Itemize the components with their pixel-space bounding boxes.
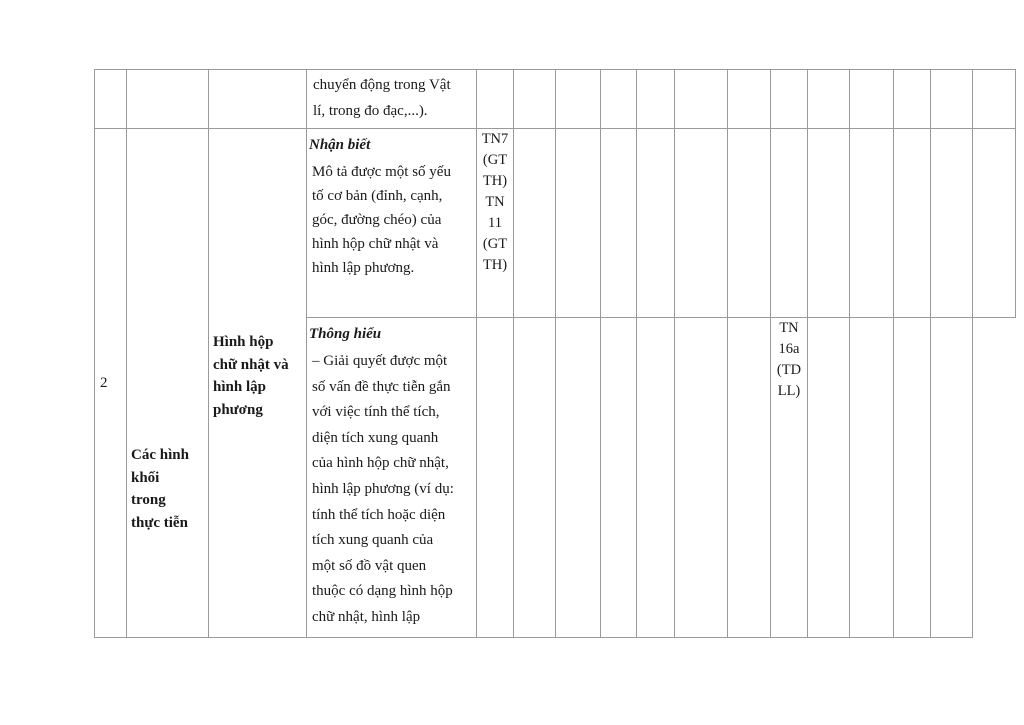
desc-line: diện tích xung quanh	[312, 429, 439, 446]
cell-empty	[931, 129, 973, 318]
cell-empty	[850, 129, 894, 318]
cell-empty	[514, 129, 556, 318]
cell-empty	[477, 318, 514, 638]
code-line: LL)	[777, 383, 801, 399]
section-number-cell	[95, 129, 127, 638]
cell-empty	[675, 318, 728, 638]
understand-requirement-cell	[307, 318, 477, 638]
code-line: 16a	[778, 341, 800, 357]
recognize-question-codes	[477, 129, 514, 318]
content-line: Hình hộp	[213, 334, 274, 350]
desc-line: Mô tả được một số yếu	[312, 164, 451, 180]
code-line: TH)	[482, 173, 508, 189]
cell-empty	[931, 70, 973, 129]
desc-line: tính thể tích hoặc diện	[312, 506, 446, 523]
desc-line: một số đồ vật quen	[312, 557, 427, 574]
cell-empty	[728, 70, 771, 129]
desc-line: góc, đường chéo) của	[312, 212, 442, 228]
cell-empty	[514, 70, 556, 129]
code-line: TN	[485, 194, 505, 210]
desc-line: với việc tính thể tích,	[312, 404, 440, 421]
continuation-description	[307, 70, 477, 129]
cell-empty	[209, 70, 307, 129]
topic-line: Các hình	[131, 447, 189, 463]
code-line: (TD	[776, 362, 802, 378]
cell-empty	[894, 70, 931, 129]
cell-empty	[850, 318, 894, 638]
cell-empty	[601, 70, 637, 129]
topic-cell	[127, 129, 209, 638]
code-line: (GT	[482, 152, 508, 168]
cell-empty	[637, 318, 675, 638]
desc-line: – Giải quyết được một	[312, 353, 448, 369]
code-line: TN	[779, 320, 799, 336]
cell-empty	[477, 70, 514, 129]
cell-empty	[95, 70, 127, 129]
question-code	[771, 318, 807, 402]
understand-heading: Thông hiểu	[309, 326, 382, 342]
code-line: TN7	[481, 131, 509, 147]
cell-empty	[931, 318, 973, 638]
desc-line: chuyển động trong Vật	[313, 77, 451, 93]
cell-empty	[728, 129, 771, 318]
desc-line: hình lập phương.	[312, 260, 415, 276]
cell-empty	[808, 70, 850, 129]
content-cell	[209, 129, 307, 638]
recognize-description	[307, 160, 476, 280]
desc-line: tố cơ bản (đỉnh, cạnh,	[312, 188, 443, 204]
cell-empty	[771, 129, 808, 318]
cell-empty	[973, 70, 1016, 129]
desc-line: hình lập phương (ví dụ:	[312, 480, 454, 497]
content-line: phương	[213, 401, 263, 418]
assessment-matrix-table	[94, 69, 1016, 638]
cell-empty	[771, 70, 808, 129]
desc-line: chữ nhật, hình lập	[312, 608, 421, 625]
recognize-row	[95, 129, 1016, 318]
cell-empty	[637, 70, 675, 129]
cell-empty	[973, 129, 1016, 318]
content-line: chữ nhật và	[213, 356, 289, 373]
continuation-row	[95, 70, 1016, 129]
understand-question-codes	[771, 318, 808, 638]
cell-empty	[556, 129, 601, 318]
cell-empty	[127, 70, 209, 129]
section-number: 2	[100, 374, 108, 391]
desc-line: hình hộp chữ nhật và	[312, 236, 439, 252]
cell-empty	[808, 129, 850, 318]
cell-empty	[850, 70, 894, 129]
cell-empty	[556, 318, 601, 638]
cell-empty	[601, 318, 637, 638]
code-line: (GT	[482, 236, 508, 252]
cell-empty	[675, 70, 728, 129]
recognize-heading: Nhận biết	[309, 137, 371, 153]
cell-empty	[894, 318, 931, 638]
topic-text	[127, 129, 208, 534]
question-code	[477, 129, 513, 276]
code-line: 11	[488, 215, 502, 231]
desc-line: số vấn đề thực tiễn gắn	[312, 378, 451, 395]
cell-empty	[514, 318, 556, 638]
topic-line: khối	[131, 469, 160, 486]
content-text	[209, 129, 306, 421]
desc-line: lí, trong đo đạc,...).	[313, 103, 428, 119]
cell-empty	[728, 318, 771, 638]
cell-empty	[637, 129, 675, 318]
desc-line: tích xung quanh của	[312, 532, 434, 549]
topic-line: thực tiễn	[131, 514, 188, 531]
recognize-requirement-cell	[307, 129, 477, 318]
cell-empty	[556, 70, 601, 129]
cell-empty	[894, 129, 931, 318]
cell-empty	[601, 129, 637, 318]
cell-empty	[675, 129, 728, 318]
cell-empty	[808, 318, 850, 638]
content-line: hình lập	[213, 379, 266, 395]
understand-description	[307, 349, 476, 631]
code-line: TH)	[482, 257, 508, 273]
desc-line: thuộc có dạng hình hộp	[312, 583, 453, 600]
desc-line: của hình hộp chữ nhật,	[312, 455, 449, 472]
topic-line: trong	[131, 492, 166, 508]
